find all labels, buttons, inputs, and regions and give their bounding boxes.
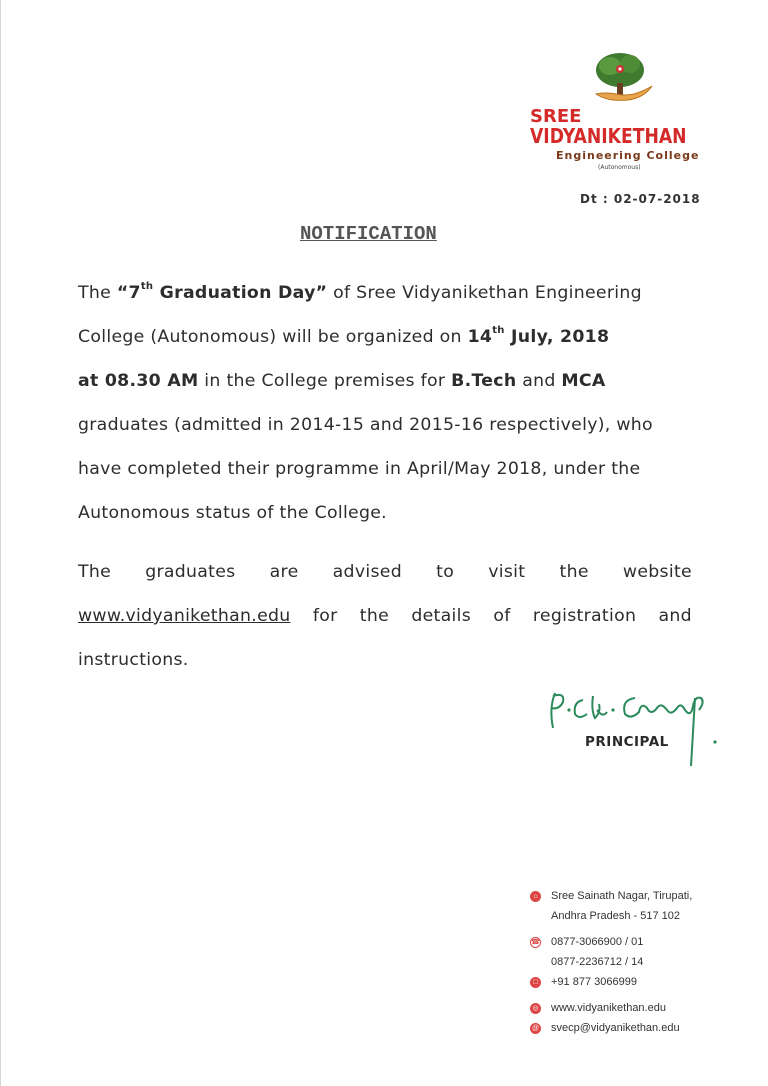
superscript: th xyxy=(140,281,154,293)
globe-icon: ◎ xyxy=(530,1003,541,1014)
word: the xyxy=(359,606,390,626)
text-span: and xyxy=(516,371,562,391)
logo-line-engineering-college: Engineering College xyxy=(556,149,700,162)
text-span: in the College premises for xyxy=(198,371,452,391)
fax-number: +91 877 3066999 xyxy=(551,976,637,988)
bold-span: at 08.30 AM xyxy=(78,371,199,391)
paragraph-1-line-2 xyxy=(78,327,692,353)
contact-website[interactable]: www.vidyanikethan.edu xyxy=(551,1002,666,1014)
fax-icon: □ xyxy=(530,977,541,988)
paragraph-1-line-6: Autonomous status of the College. xyxy=(78,503,387,523)
website-link[interactable]: www.vidyanikethan.edu xyxy=(78,606,291,626)
contact-email[interactable]: svecp@vidyanikethan.edu xyxy=(551,1022,680,1034)
tree-hand-icon xyxy=(588,50,658,108)
college-logo xyxy=(528,50,708,180)
superscript: th xyxy=(492,325,505,337)
logo-line-sree: SREE xyxy=(530,106,582,127)
paragraph-1-line-3 xyxy=(78,371,692,397)
bold-span: 14 xyxy=(467,327,493,347)
home-icon: ⌂ xyxy=(530,891,541,902)
phone-1: 0877-3066900 / 01 xyxy=(551,936,644,948)
word: the xyxy=(559,562,589,582)
principal-label: PRINCIPAL xyxy=(585,734,669,750)
scan-edge xyxy=(0,0,1,1086)
email-icon: @ xyxy=(531,1025,540,1032)
bold-span: “7 xyxy=(116,283,141,303)
word: registration xyxy=(532,606,637,626)
bold-span: MCA xyxy=(561,371,606,391)
logo-line-vidyanikethan: VIDYANIKETHAN xyxy=(530,124,687,148)
word: to xyxy=(436,562,455,582)
word: for xyxy=(312,606,338,626)
text-span: The xyxy=(78,283,117,303)
principal-signature xyxy=(545,688,720,768)
phone-2: 0877-2236712 / 14 xyxy=(551,956,644,968)
word: details xyxy=(411,606,472,626)
paragraph-1-line-4: graduates (admitted in 2014-15 and 2015-16 respectively), who xyxy=(78,415,653,435)
notification-date: Dt : 02-07-2018 xyxy=(580,192,701,206)
word: graduates xyxy=(145,562,236,582)
word: website xyxy=(622,562,692,582)
bold-span: Graduation Day” xyxy=(153,283,328,303)
paragraph-2-line-3: instructions. xyxy=(78,650,189,670)
word: and xyxy=(658,606,692,626)
paragraph-2-line-2 xyxy=(78,606,692,632)
word: are xyxy=(269,562,299,582)
word: visit xyxy=(488,562,526,582)
logo-line-autonomous: (Autonomous) xyxy=(598,164,641,171)
address-line-1: Sree Sainath Nagar, Tirupati, xyxy=(551,890,693,902)
paragraph-2-line-1 xyxy=(78,562,692,588)
page-title: NOTIFICATION xyxy=(300,223,437,245)
word: The xyxy=(78,562,112,582)
bold-span: B.Tech xyxy=(451,371,517,391)
paragraph-1-line-1 xyxy=(78,283,692,309)
phone-icon: ☎ xyxy=(531,939,540,946)
paragraph-1-line-5: have completed their programme in April/May 2018, under the xyxy=(78,459,641,479)
bold-span: July, 2018 xyxy=(504,327,610,347)
word: advised xyxy=(332,562,402,582)
word: of xyxy=(493,606,511,626)
text-span: of Sree Vidyanikethan Engineering xyxy=(327,283,642,303)
address-line-2: Andhra Pradesh - 517 102 xyxy=(551,910,681,922)
text-span: College (Autonomous) will be organized on xyxy=(78,327,468,347)
